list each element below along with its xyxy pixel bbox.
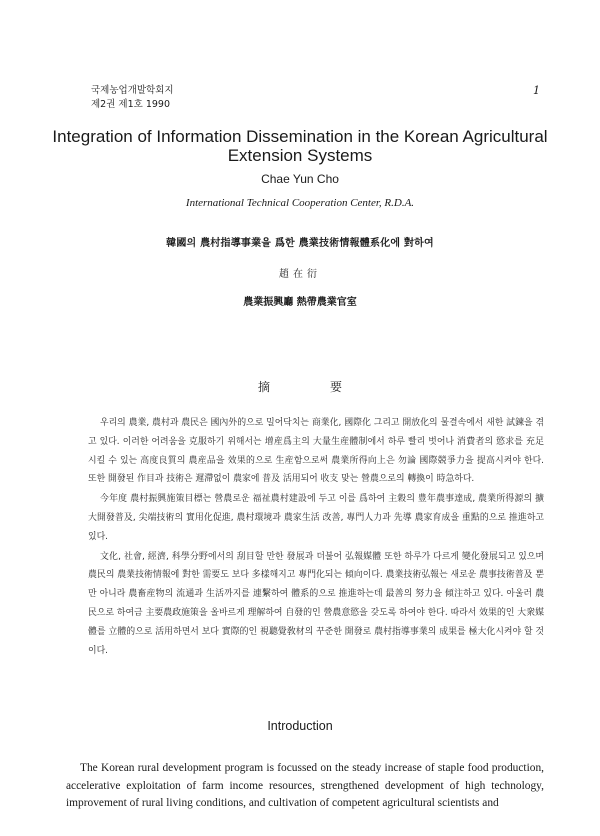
affiliation-english: International Technical Cooperation Center, R.D.A. bbox=[185, 197, 415, 209]
author-name-english: Chae Yun Cho bbox=[261, 172, 339, 186]
abstract-body bbox=[88, 414, 544, 661]
introduction-heading: Introduction bbox=[267, 719, 333, 733]
introduction-body bbox=[66, 760, 544, 813]
page-number: 1 bbox=[533, 84, 540, 97]
abstract-paragraph: 今年度 農村振興施策目標는 營農로운 福祉農村建設에 두고 이를 爲하여 主穀의 豊年農事達成, 農業所得源의 擴大開發普及, 尖端技術의 實用化促進, 農村環境과 農家生活 改善, 專門人力과 先導 農家育成을 重點的으로 推進하고 있다. bbox=[88, 494, 544, 542]
journal-header bbox=[91, 84, 174, 112]
author-name-korean: 趙在衍 bbox=[279, 269, 321, 280]
journal-name: 국제농업개발학회지 bbox=[91, 85, 174, 96]
abstract-heading: 摘要 bbox=[257, 380, 402, 394]
journal-volume-issue: 제2권 제1호 1990 bbox=[91, 99, 171, 110]
paper-title-korean: 韓國의 農村指導事業을 爲한 農業技術情報體系化에 對하여 bbox=[166, 238, 434, 249]
abstract-paragraph: 文化, 社會, 經濟, 科學分野에서의 刮目할 만한 發展과 더불어 弘報媒體 또한 하루가 다르게 變化發展되고 있으며 農民의 農業技術情報에 對한 需要도 보다 多樣해지고 專門化되는 傾向이다. 農業技術弘報는 새로운 農事技術普及 뿐만 아니라 農畜産物의 流通과 生活까지를 連繫하여 體系的으로 推進하는데 最善의 努力을 傾注하고 있다. 아울러 農民으로 하여금 主要農政施策을 올바르게 理解하여 自發的인 營農意慾을 갖도록 하여야 한다. 따라서 效果的인 大衆媒體를 立體的으로 活用하면서 보다 實際的인 視聽覺敎材의 꾸준한 開發로 農村指導事業의 成果를 極大化시켜야 할 것이다. bbox=[88, 551, 544, 656]
affiliation-korean: 農業振興廳 熱帶農業官室 bbox=[243, 297, 357, 308]
abstract-paragraph: 우리의 農業, 農村과 農民은 國內外的으로 밀어닥치는 商業化, 國際化 그리고 開放化의 물결속에서 새한 試鍊을 겪고 있다. 이러한 어려움을 克服하기 위해서는 增産爲主의 大量生産體制에서 하루 빨리 벗어나 消費者의 慾求를 充足시킬 수 있는 高度良質의 農産品을 效果的으로 生産함으로써 農業所得向上은 勿論 國際競爭力을 提高시켜야 한다. 또한 開發된 作目과 技術은 遲滯없이 農家에 普及 活用되어 收支 맞는 營農으로의 轉換이 時急하다. bbox=[88, 418, 544, 485]
introduction-paragraph: The Korean rural development program is focussed on the steady increase of staple food production, accelerative exploitation of farm income resources, strengthened development of high technology, improvement of rural living conditions, and cultivation of competent agricultural scientists and bbox=[66, 762, 544, 809]
paper-title: Integration of Information Dissemination in the Korean Agricultural Extension Systems bbox=[52, 127, 548, 166]
